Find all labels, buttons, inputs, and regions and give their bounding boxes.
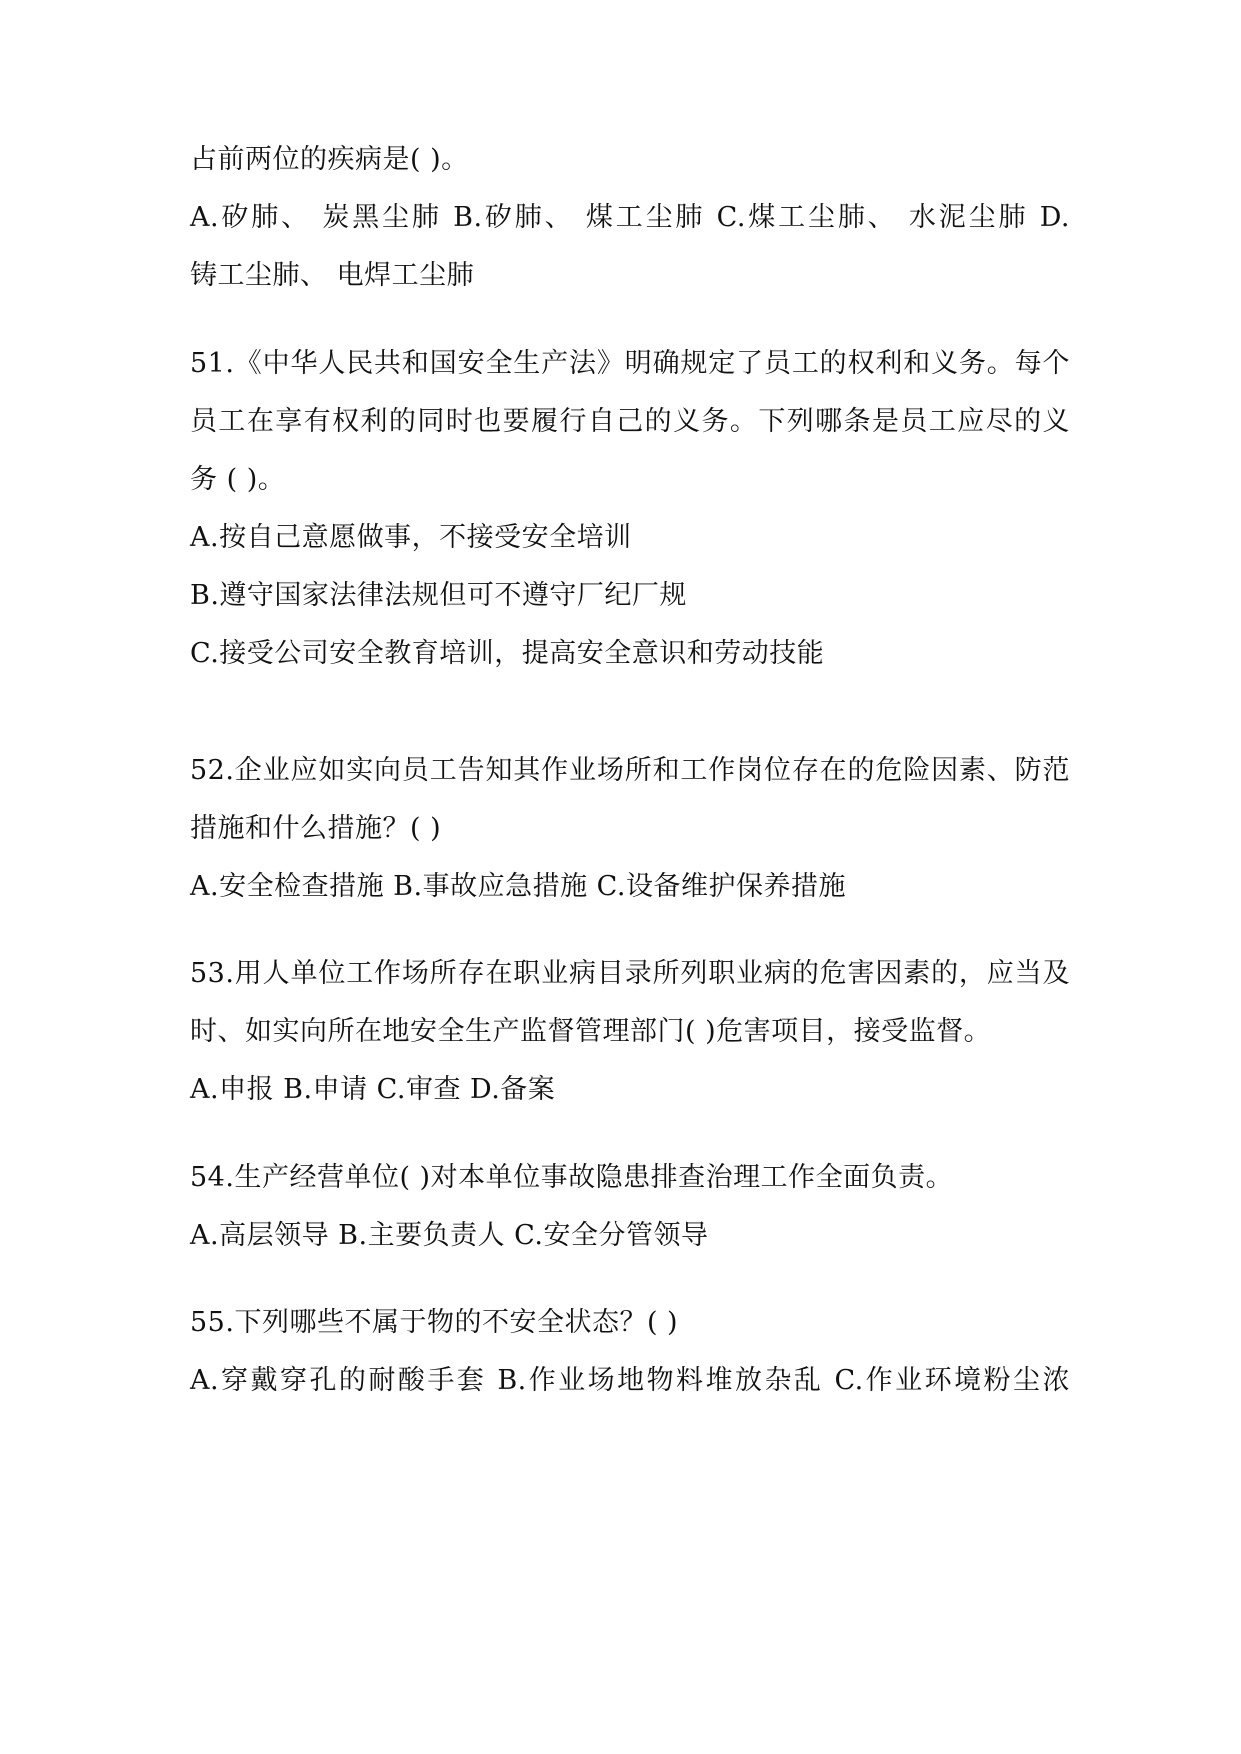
q53-options: A.申报 B.申请 C.审查 D.备案 bbox=[190, 1074, 556, 1105]
q50-options-line1: A.矽肺、 炭黑尘肺 B.矽肺、 煤工尘肺 C.煤工尘肺、 水泥尘肺 D. bbox=[190, 202, 1070, 233]
q53-stem-line1: 53.用人单位工作场所存在职业病目录所列职业病的危害因素的，应当及 bbox=[190, 958, 1070, 989]
q51-stem-line3: 务 ( )。 bbox=[190, 464, 286, 495]
q51-option-b: B.遵守国家法律法规但可不遵守厂纪厂规 bbox=[190, 580, 687, 611]
q51-option-a: A.按自己意愿做事，不接受安全培训 bbox=[190, 522, 632, 553]
q52-options: A.安全检查措施 B.事故应急措施 C.设备维护保养措施 bbox=[190, 871, 846, 902]
q50-options-line2: 铸工尘肺、 电焊工尘肺 bbox=[190, 260, 475, 291]
q52-stem-line2: 措施和什么措施？( ) bbox=[190, 813, 442, 844]
q53-stem-line2: 时、如实向所在地安全生产监督管理部门( )危害项目，接受监督。 bbox=[190, 1016, 992, 1047]
q55-stem: 55.下列哪些不属于物的不安全状态？( ) bbox=[190, 1307, 679, 1338]
q52-stem-line1: 52.企业应如实向员工告知其作业场所和工作岗位存在的危险因素、防范 bbox=[190, 755, 1070, 786]
q51-option-c: C.接受公司安全教育培训，提高安全意识和劳动技能 bbox=[190, 638, 825, 669]
q54-options: A.高层领导 B.主要负责人 C.安全分管领导 bbox=[190, 1220, 709, 1251]
q54-stem: 54.生产经营单位( )对本单位事故隐患排查治理工作全面负责。 bbox=[190, 1162, 954, 1193]
q50-stem-tail: 占前两位的疾病是( )。 bbox=[190, 144, 469, 175]
q51-stem-line1: 51.《中华人民共和国安全生产法》明确规定了员工的权利和义务。每个 bbox=[190, 348, 1070, 379]
q55-options: A.穿戴穿孔的耐酸手套 B.作业场地物料堆放杂乱 C.作业环境粉尘浓 bbox=[190, 1365, 1070, 1396]
q51-stem-line2: 员工在享有权利的同时也要履行自己的义务。下列哪条是员工应尽的义 bbox=[190, 406, 1070, 437]
